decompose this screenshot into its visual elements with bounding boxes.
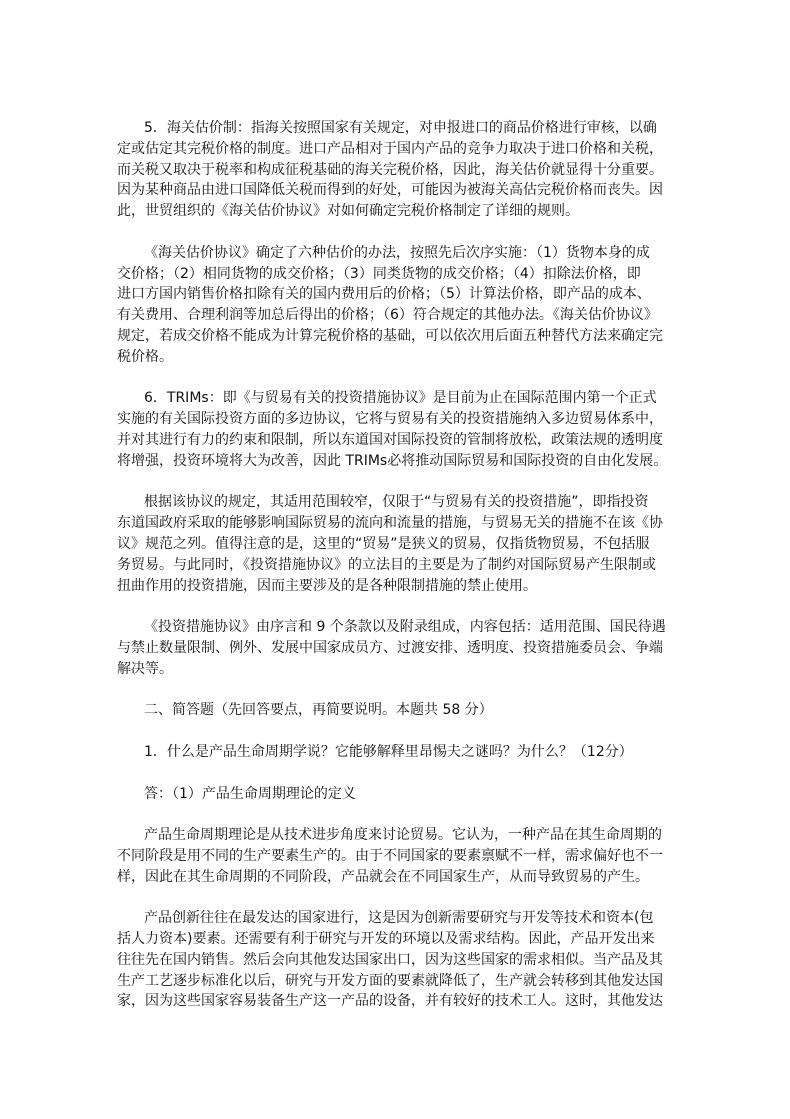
text-line: 1．什么是产品生命周期学说？它能够解释里昂惕夫之谜吗？为什么？（12分） (144, 743, 633, 760)
text-line: 规定，若成交价格不能成为计算完税价格的基础，可以依次用后面五种替代方法来确定完 (117, 327, 663, 344)
paragraph (117, 243, 663, 368)
text-line: 5．海关估价制：指海关按照国家有关规定，对申报进口的商品价格进行审核，以确 (144, 120, 657, 136)
text-line: 税价格。 (117, 348, 173, 365)
text-line: 实施的有关国际投资方面的多边协议，它将与贸易有关的投资措施纳入多边贸易体系中， (117, 411, 663, 428)
text-line: 解决等。 (117, 660, 173, 677)
text-line: 定或估定其完税价格的制度。进口产品相对于国内产品的竞争力取决于进口价格和关税， (117, 140, 663, 157)
text-line: 东道国政府采取的能够影响国际贸易的流向和流量的措施，与贸易无关的措施不在该《协 (117, 515, 663, 532)
paragraph (117, 617, 666, 679)
text-line: 往往先在国内销售。然后会向其他发达国家出口，因为这些国家的需求相似。当产品及其 (117, 951, 663, 968)
paragraph (117, 118, 663, 222)
text-line: 《投资措施协议》由序言和 9 个条款以及附录组成，内容包括：适用范围、国民待遇 (144, 619, 666, 636)
text-line: 生产工艺逐步标准化以后，研究与开发方面的要素就降低了，生产就会转移到其他发达国 (117, 972, 663, 989)
paragraph (117, 825, 663, 887)
text-line: 二、简答题（先回答要点，再简要说明。本题共 58 分） (144, 702, 493, 719)
text-line: 根据该协议的规定，其适用范围较窄，仅限于“与贸易有关的投资措施”，即指投资 (144, 494, 649, 511)
text-line: 6．TRIMs：即《与贸易有关的投资措施协议》是目前为止在国际范围内第一个正式 (144, 390, 657, 407)
text-line: 而关税又取决于税率和构成征税基础的海关完税价格，因此，海关估价就显得十分重要。 (117, 161, 663, 178)
text-line: 样，因此在其生命周期的不同阶段，产品就会在不同国家生产，从而导致贸易的产生。 (117, 868, 649, 885)
text-line: 进口方国内销售价格扣除有关的国内费用后的价格；（5）计算法价格，即产品的成本、 (117, 286, 651, 303)
text-line: 扭曲作用的投资措施，因而主要涉及的是各种限制措施的禁止使用。 (117, 577, 537, 594)
text-line: 此，世贸组织的《海关估价协议》对如何确定完税价格制定了详细的规则。 (117, 203, 579, 220)
text-line: 答：（1）产品生命周期理论的定义 (144, 785, 356, 802)
text-line: 括人力资本)要素。还需要有利于研究与开发的环境以及需求结构。因此，产品开发出来 (117, 931, 655, 948)
paragraph (117, 784, 593, 805)
text-line: 与禁止数量限制、例外、发展中国家成员方、过渡安排、透明度、投资措施委员会、争端 (117, 639, 663, 656)
text-line: 并对其进行有力的约束和限制，所以东道国对国际投资的管制将放松，政策法规的透明度 (117, 431, 663, 448)
text-line: 将增强，投资环境将大为改善，因此 TRIMs必将推动国际贸易和国际投资的自由化发展。 (117, 452, 668, 469)
document-body (117, 118, 668, 1033)
paragraph (117, 492, 663, 596)
text-line: 有关费用、合理利润等加总后得出的价格；（6）符合规定的其他办法。《海关估价协议》 (117, 307, 658, 324)
text-line: 交价格；（2）相同货物的成交价格；（3）同类货物的成交价格；（4）扣除法价格，即 (117, 265, 641, 282)
text-line: 务贸易。与此同时，《投资措施协议》的立法目的主要是为了制约对国际贸易产生限制或 (117, 556, 656, 573)
text-line: 议》规范之列。值得注意的是，这里的“贸易”是狭义的贸易，仅指货物贸易，不包括服 (117, 535, 650, 552)
text-line: 因为某种商品由进口国降低关税而得到的好处，可能因为被海关高估完税价格而丧失。因 (117, 182, 663, 199)
text-line: 不同阶段是用不同的生产要素生产的。由于不同国家的要素禀赋不一样，需求偏好也不一 (117, 847, 663, 864)
paragraph (117, 742, 633, 763)
paragraph (117, 908, 663, 1012)
text-line: 家，因为这些国家容易装备生产这一产品的设备，并有较好的技术工人。这时，其他发达 (117, 993, 663, 1010)
text-line: 产品生命周期理论是从技术进步角度来讨论贸易。它认为，一种产品在其生命周期的 (144, 827, 662, 844)
paragraph (117, 388, 668, 471)
paragraph (117, 700, 593, 721)
text-line: 产品创新往往在最发达的国家进行，这是因为创新需要研究与开发等技术和资本(包 (144, 910, 654, 927)
text-line: 《海关估价协议》确定了六种估价的办法，按照先后次序实施：（1）货物本身的成 (144, 244, 650, 261)
